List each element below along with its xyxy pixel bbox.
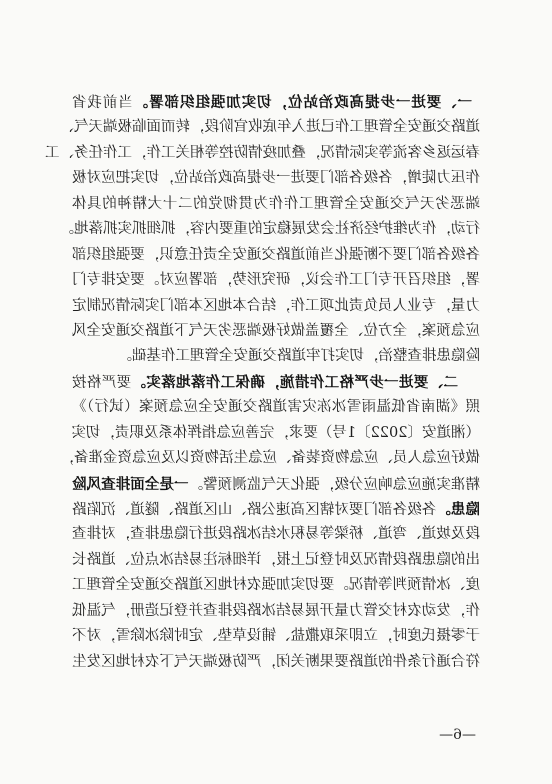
text-segment: 照《湖南省低温雨雪冰冻灾害道路交通安全应急预案（试行）》 — [72, 399, 480, 416]
text-line — [72, 421, 480, 446]
text-line — [72, 344, 480, 369]
text-segment: 精准实施应急响应分级，强化天气监测预警。 — [188, 476, 480, 493]
text-segment: 当前我省 — [71, 95, 133, 111]
text-segment: 作压力陡增，各级各部门要进一步提高政治站位，切实把应对极 — [72, 170, 480, 187]
section-heading: 一、要进一步提高政治站位，切实加强组织部署。 — [132, 94, 472, 111]
text-segment: 度、冰情预判等情况。要切实加强农村地区道路交通安全管理工 — [72, 577, 480, 594]
text-line — [59, 217, 480, 242]
text-line — [72, 268, 480, 293]
body-text — [45, 90, 480, 675]
text-line — [72, 522, 480, 547]
text-line — [72, 472, 480, 497]
text-segment: 署，组织召开专门工作会议，研究形势，部署应对。要安排专门 — [72, 272, 480, 289]
text-segment: 段及坡道、弯道、桥梁等易积水结冰路段进行隐患排查，对排查 — [72, 526, 480, 543]
text-segment: 应急预案，全方位、全覆盖做好极端恶劣天气下道路交通安全风 — [72, 322, 480, 339]
text-line — [72, 370, 480, 395]
text-segment: 春运返乡客流等实际情况，叠加疫情防控等相关工作，工作任务、工 — [45, 144, 480, 161]
section-heading: 二、要进一步严格工作措施，确保工作落地落实。 — [131, 373, 458, 391]
text-line — [72, 599, 480, 624]
text-line — [72, 294, 480, 319]
text-line — [72, 497, 480, 522]
text-segment: 端恶劣天气交通安全管理工作作为贯彻党的二十大精神的具体 — [72, 195, 480, 212]
text-line — [72, 624, 480, 649]
text-line — [72, 166, 480, 191]
text-segment: 险隐患排查整治，切实打牢道路交通安全管理工作基础。 — [117, 348, 480, 365]
text-segment: 道路交通安全管理工作已进入年底收官阶段，转而面临极端天气、 — [59, 119, 480, 136]
text-line — [59, 115, 480, 140]
subheading: 隐患。 — [436, 501, 480, 518]
text-line — [72, 548, 480, 573]
page-number: —6— — [439, 727, 476, 743]
text-line — [72, 395, 480, 420]
subheading: 一是全面排查风险 — [71, 475, 189, 493]
text-segment: 行动，作为维护经济社会发展稳定的重要内容，抓细抓实抓落地。 — [59, 221, 480, 238]
text-line — [59, 446, 480, 471]
text-segment: 力量，专业人员负责此项工作，结合本地区本部门实际情况制定 — [72, 297, 480, 314]
text-segment: 要严格按 — [71, 374, 132, 391]
text-line — [72, 90, 480, 115]
text-segment: 出的隐患路段情况及时登记上报，详细标注易结冰点位、道路长 — [72, 551, 480, 568]
text-line — [72, 243, 480, 268]
text-line — [72, 650, 480, 675]
text-segment: 做好应急人员、应急物资装备、应急生活物资以及应急资金准备， — [59, 450, 480, 467]
text-segment: （湘道安〔2022〕1号）要求，完善应急指挥体系及职责，切实 — [71, 424, 480, 441]
text-segment: 作，发动农村交管力量开展易结冰路段排查并登记造册，气温低 — [72, 602, 480, 619]
text-line — [72, 573, 480, 598]
text-segment: 各级各部门要对辖区高速公路、山区道路、隧道、沉陷路 — [71, 502, 437, 518]
text-segment: 各级各部门要不断强化当前道路交通安全责任意识，要强组织部 — [72, 246, 480, 263]
text-segment: 于零摄氏度时，立即采取撒盐、铺设草垫、定时除冰除雪，对不 — [72, 628, 480, 645]
text-line — [45, 141, 480, 166]
text-line — [72, 319, 480, 344]
text-line — [72, 192, 480, 217]
text-segment: 符合通行条件的道路要果断关闭，严防极端天气下农村地区发生 — [72, 653, 480, 670]
